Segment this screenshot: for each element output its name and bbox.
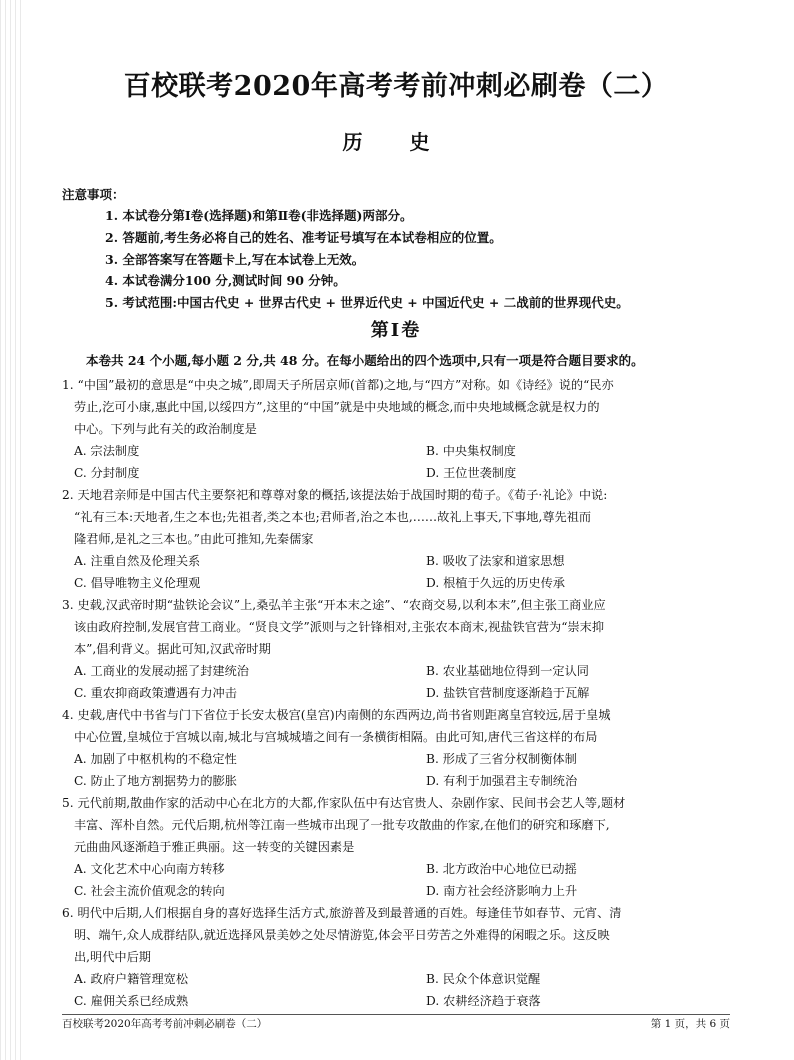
question-5 [62, 792, 730, 902]
option-d: D. 南方社会经济影响力上升 [426, 884, 578, 898]
option-c: C. 社会主流价值观念的转向 [74, 884, 225, 898]
option-d: D. 有利于加强君主专制统治 [426, 774, 578, 788]
section-instruction: 本卷共 24 个小题,每小题 2 分,共 48 分。在每小题给出的四个选项中,只有一项是符合题目要求的。 [86, 353, 644, 368]
note-item: 3. 全部答案写在答题卡上,写在本试卷上无效。 [105, 251, 365, 267]
question-text-line: 中心位置,皇城位于宫城以南,城北与宫城城墙之间有一条横街相隔。由此可知,唐代三省这样的布局 [74, 730, 598, 744]
option-c: C. 雇佣关系已经成熟 [74, 994, 189, 1008]
option-c: C. 防止了地方割据势力的膨胀 [74, 774, 237, 788]
notes-section [62, 184, 730, 314]
question-text-line: 3. 史载,汉武帝时期“盐铁论会议”上,桑弘羊主张“开本末之途”、“农商交易,以利本末”,但主张工商业应 [62, 598, 606, 612]
option-a: A. 工商业的发展动摇了封建统治 [74, 664, 249, 678]
option-row [62, 440, 730, 462]
notes-heading: 注意事项： [62, 187, 125, 202]
option-row [62, 550, 730, 572]
question-6 [62, 902, 730, 1012]
option-d: D. 农耕经济趋于衰落 [426, 994, 541, 1008]
option-a: A. 文化艺术中心向南方转移 [74, 862, 225, 876]
option-a: A. 加剧了中枢机构的不稳定性 [74, 752, 237, 766]
question-text-line: 6. 明代中后期,人们根据自身的喜好选择生活方式,旅游普及到最普通的百姓。每逢佳节如春节、元宵、清 [62, 906, 622, 920]
option-row [62, 968, 730, 990]
question-text-line: 1. “中国”最初的意思是“中央之城”,即周天子所居京师(首都)之地,与“四方”对称。如《诗经》说的“民亦 [62, 378, 614, 392]
question-text-line: 中心。下列与此有关的政治制度是 [74, 422, 257, 436]
section-title: 第Ⅰ卷 [370, 320, 422, 341]
question-1 [62, 374, 730, 484]
question-text-line: 明、端午,众人成群结队,就近选择风景美妙之处尽情游览,体会平日劳苦之外难得的闲暇之乐。这反映 [74, 928, 610, 942]
option-b: B. 民众个体意识觉醒 [426, 972, 541, 986]
notes-list [62, 205, 730, 314]
option-a: A. 政府户籍管理宽松 [74, 972, 189, 986]
subject-title: 历 史 [342, 130, 450, 154]
binding-margin-band [0, 0, 22, 1060]
exam-title: 百校联考2020年高考考前冲刺必刷卷（二） [123, 71, 669, 102]
footer-exam-name: 百校联考2020年高考考前冲刺必刷卷（二） [62, 1018, 268, 1030]
note-item: 1. 本试卷分第Ⅰ卷(选择题)和第Ⅱ卷(非选择题)两部分。 [105, 208, 413, 223]
note-item: 5. 考试范围:中国古代史 + 世界古代史 + 世界近代史 + 中国近代史 + 二战前的世界现代史。 [105, 295, 629, 311]
option-c: C. 分封制度 [74, 466, 140, 480]
question-4 [62, 704, 730, 792]
question-text-line: 2. 天地君亲师是中国古代主要祭祀和尊尊对象的概括,该提法始于战国时期的荀子。《荀子·礼论》中说: [62, 488, 608, 502]
option-b: B. 形成了三省分权制衡体制 [426, 752, 577, 766]
note-item: 2. 答题前,考生务必将自己的姓名、准考证号填写在本试卷相应的位置。 [105, 229, 502, 245]
question-text-line: 劳止,汔可小康,惠此中国,以绥四方”,这里的“中国”就是中央地域的概念,而中央地域概念就是权力的 [74, 400, 600, 414]
option-c: C. 倡导唯物主义伦理观 [74, 576, 201, 590]
option-row [62, 858, 730, 880]
option-row [62, 748, 730, 770]
option-row [62, 682, 730, 704]
question-text-line: “礼有三本:天地者,生之本也;先祖者,类之本也;君师者,治之本也,……故礼上事天,下事地,尊先祖而 [74, 510, 592, 524]
option-b: B. 中央集权制度 [426, 444, 516, 458]
option-b: B. 农业基础地位得到一定认同 [426, 664, 589, 678]
question-text-line: 丰富、浑朴自然。元代后期,杭州等江南一些城市出现了一批专攻散曲的作家,在他们的研究和琢磨下, [74, 818, 610, 832]
option-b: B. 北方政治中心地位已动摇 [426, 862, 577, 876]
option-a: A. 注重自然及伦理关系 [74, 554, 201, 568]
option-row [62, 462, 730, 484]
note-item: 4. 本试卷满分100 分,测试时间 90 分钟。 [105, 273, 346, 289]
question-text-line: 本”,倡利背义。据此可知,汉武帝时期 [74, 642, 271, 656]
question-3 [62, 594, 730, 704]
question-text-line: 元曲曲风逐渐趋于雅正典丽。这一转变的关键因素是 [74, 840, 355, 854]
option-row [62, 770, 730, 792]
option-c: C. 重农抑商政策遭遇有力冲击 [74, 686, 237, 700]
option-row [62, 880, 730, 902]
option-d: D. 根植于久远的历史传承 [426, 576, 565, 590]
question-list [62, 374, 730, 1012]
question-text-line: 隆君师,是礼之三本也。”由此可推知,先秦儒家 [74, 532, 314, 546]
question-text-line: 该由政府控制,发展官营工商业。“贤良文学”派则与之针锋相对,主张农本商末,视盐铁官营为“崇末抑 [74, 620, 605, 634]
page-number: 第 1 页，共 6 页 [650, 1018, 730, 1030]
option-d: D. 盐铁官营制度逐渐趋于瓦解 [426, 686, 590, 700]
option-d: D. 王位世袭制度 [426, 466, 517, 480]
question-text-line: 5. 元代前期,散曲作家的活动中心在北方的大都,作家队伍中有达官贵人、杂剧作家、民间书会艺人等,题材 [62, 796, 626, 810]
option-b: B. 吸收了法家和道家思想 [426, 554, 565, 568]
option-row [62, 572, 730, 594]
option-row [62, 660, 730, 682]
page-footer [62, 1014, 730, 1033]
option-row [62, 990, 730, 1012]
question-2 [62, 484, 730, 594]
question-text-line: 4. 史载,唐代中书省与门下省位于长安太极宫(皇宫)内南侧的东西两边,尚书省则距离皇宫较远,居于皇城 [62, 708, 611, 722]
question-text-line: 出,明代中后期 [74, 950, 151, 964]
option-a: A. 宗法制度 [74, 444, 140, 458]
